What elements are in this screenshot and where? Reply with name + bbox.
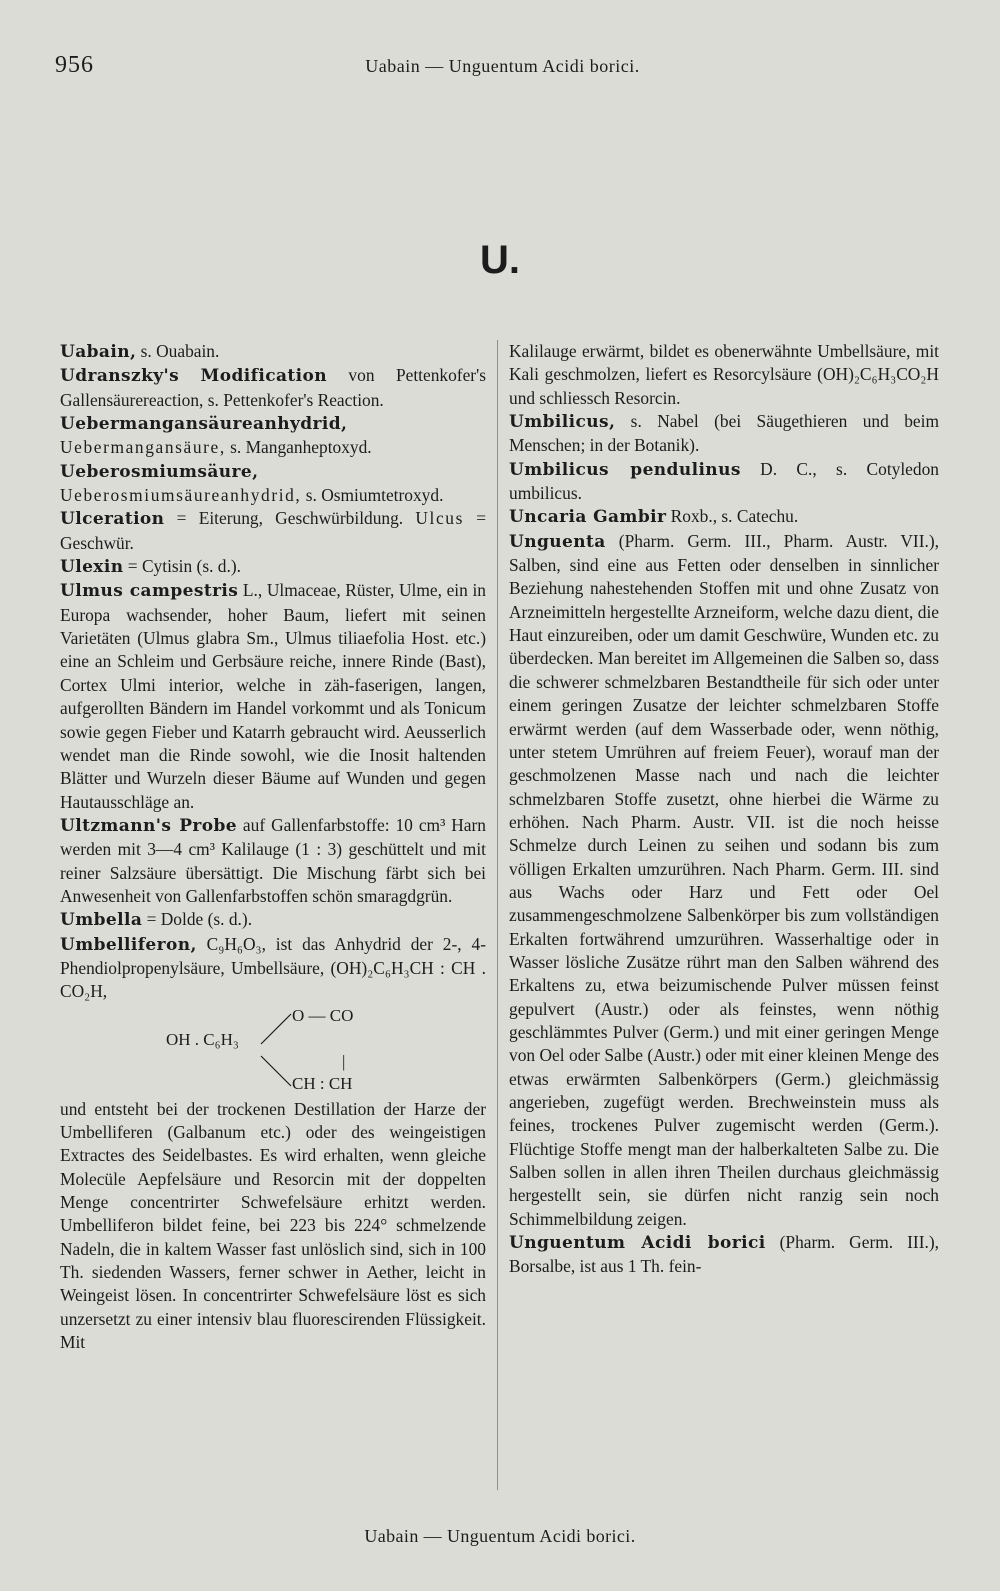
headword: Unguenta — [509, 531, 606, 552]
entry-umbilicus — [509, 410, 939, 458]
formula-middle: OH . C₆H₃ — [166, 1029, 239, 1049]
entry-umbelliferon-continued: und entsteht bei der trockenen Destillation der Harze der Umbelliferen (Galbanum etc.) oder des weingeistigen Extractes des Seidelbastes. Es wird erhalten, wenn gleiche Molecüle Aepfelsäure und Resorcin mit der doppelten Menge concentrirter Schwefelsäure erhitzt werden. Umbelliferon bildet feine, bei 223 bis 224° schmelzende Nadeln, die in kaltem Wasser fast unlöslich sind, sich in 100 Th. siedenden Wassers, ferner schwer in Aether, leicht in Weingeist lösen. In concentrirter Schwefelsäure löst es sich unzersetzt zu einer intensiv blau fluorescirenden Flüssigkeit. Mit — [60, 1098, 486, 1353]
entry-text: (Pharm. Germ. III., Pharm. Austr. VII.), Salben, sind eine aus Fetten oder denselben in sinnlicher Beziehung nahestehenden Stoffen mit und ohne Zusatz von Arzneimitteln hergestellte Arzneiform, welche dazu dient, die Haut einzureiben, oder um damit Geschwüre, Wunden etc. zu überdecken. Man bereitet im Allgemeinen die Salben so, dass die schwerer schmelzbaren Bestandtheile für sich oder unter einem geringen Zusatze der leichter schmelzbaren Stoffe erwärmt werden (auf dem Wasserbade oder, wenn nöthig, unter stetem Umrühren auf freiem Feuer), worauf man der geschmolzenen Masse nach und nach die leichter schmelzbaren Stoffe zusetzt, ohne hierbei die Wärme zu erhöhen. Nach Pharm. Austr. VII. ist die noch heisse Schmelze durch Leinen zu seihen und sodann bis zum völligen Erkalten umzurühren. Nach Pharm. Germ. III. sind aus Wachs oder Harz und Fett oder Oel zusammengeschmolzene Salbenkörper bis zum vollständigen Erkalten fortwährend umzurühren. Wasserhaltige oder in Wasser lösliche Zusätze rührt man den Salben während des Erkaltens zu, etwa beizumischende Pulver müssen feinst gepulvert (Austr.) oder als feinstes, wenn nöthig geschlämmtes Pulver (Germ.) und mit einer geringen Menge von Oel oder Salbe (Austr.) oder mit einer kleinen Menge des etwas erwärmten Salbenkörpers (Germ.) gleichmässig angerieben, zugefügt werden. Brechweinstein muss als feines, trockenes Pulver zugemischt werden (Germ.). Flüchtige Stoffe mengt man der halberkalteten Salbe zu. Die Salben sollen in allen ihren Theilen durchaus gleichmässig hergestellt sein, sie dürfen nicht ranzig sein noch Schimmelbildung zeigen. — [509, 530, 939, 1229]
entry-unguentum-acidi-borici — [509, 1231, 939, 1279]
page-number: 956 — [55, 52, 94, 78]
headword: Ueberosmiumsäure, — [60, 461, 259, 482]
entry-text: s. Manganheptoxyd. — [225, 437, 372, 458]
right-column — [509, 340, 939, 1495]
entry-text: s. Nabel (bei Säugethieren und beim Menschen; in der Botanik). — [509, 411, 939, 456]
left-column — [60, 340, 486, 1495]
entry-text: = Geschwür. — [60, 508, 487, 553]
entry-unguenta — [509, 530, 939, 1231]
entry-text: C₉H₆O₃, ist das Anhydrid der 2-, 4-Phendiolpropenylsäure, Umbellsäure, (OH)₂C₆H₃CH : CH . CO₂H, — [60, 933, 486, 1002]
text-columns — [60, 340, 950, 1495]
headword: Umbilicus, — [509, 412, 616, 433]
headword: Udranszky's — [60, 366, 180, 387]
entry-text: s. Osmiumtetroxyd. — [301, 485, 444, 506]
headword: Umbella — [60, 910, 143, 931]
entry-text: s. Ouabain. — [136, 341, 220, 361]
entry-ulmus — [60, 579, 486, 813]
entry-text: von Pettenkofer's Gallensäurereaction, s. Pettenkofer's Reaction. — [60, 365, 486, 410]
formula-bond-lines — [255, 1012, 295, 1092]
entry-uabain — [60, 340, 486, 364]
entry-text: L., Ulmaceae, Rüster, Ulme, ein in Europa wachsender, hoher Baum, liefert mit seinen Varietäten (Ulmus glabra Sm., Ulmus tiliaefolia Host. etc.) eine an Schleim und Gerbsäure reiche, innere Rinde (Bast), Cortex Ulmi interior, welche in zäh-faserigen, langen, aufgerollten Bändern im Handel vorkommt und als Tonicum sowie gegen Fieber und Katarrh gebraucht wird. Aeusserlich wendet man die Rinde sowohl, wie die Inosit haltenden Blätter und Wurzeln dieser Bäume auf Wunden und gegen Hautausschläge an. — [60, 580, 486, 812]
headword: Umbilicus pendulinus — [509, 459, 741, 480]
entry-text: = Eiterung, Geschwürbildung. — [164, 508, 416, 529]
headword: Ulceration — [60, 509, 165, 530]
entry-text: auf Gallenfarbstoffe: 10 cm³ Harn werden mit 3—4 cm³ Kalilauge (1 : 3) geschüttelt und mit reiner Salzsäure übersättigt. Die Mischung färbt sich bei Anwesenheit von Gallenfarbstoffen schön smaragdgrün. — [60, 814, 486, 906]
headword: Ulexin — [60, 557, 124, 578]
spaced-term: Ulcus — [415, 508, 464, 529]
entry-uebermangansaeureanhydrid — [60, 412, 486, 460]
entry-umbella — [60, 908, 486, 932]
entry-umbelliferon — [60, 933, 486, 1004]
formula-bond: | — [342, 1051, 346, 1071]
page-footer: Uabain — Unguentum Acidi borici. — [364, 1526, 636, 1546]
headword: Ultzmann's Probe — [60, 815, 237, 836]
entry-text: D. C., s. Cotyledon umbilicus. — [509, 458, 939, 504]
column-divider — [497, 340, 498, 1490]
entry-ulexin — [60, 555, 486, 579]
entry-text: (Pharm. Germ. III.), Borsalbe, ist aus 1 Th. fein- — [509, 1232, 939, 1277]
entry-uncaria — [509, 505, 939, 529]
entry-ulceration — [60, 507, 486, 555]
formula-top: O — CO — [292, 1005, 354, 1025]
headword: Ulmus campestris — [60, 581, 239, 602]
structural-formula — [60, 1004, 486, 1098]
spaced-term: Ueberosmiumsäureanhydrid, — [60, 485, 302, 506]
entry-text: = Dolde (s. d.). — [142, 909, 253, 930]
entry-udranszky — [60, 364, 486, 412]
spaced-term: Uebermangansäure, — [60, 437, 226, 458]
entry-text: Roxb., s. Catechu. — [666, 506, 799, 527]
headword: Modification — [200, 366, 327, 387]
page-header — [55, 52, 950, 84]
headword: Unguentum Acidi borici — [509, 1233, 766, 1254]
entry-continued-text: Kalilauge erwärmt, bildet es obenerwähnte Umbellsäure, mit Kali geschmolzen, liefert es Resorcylsäure (OH)₂C₆H₃CO₂H und schliessch Resorcin. — [509, 341, 939, 408]
entry-umbilicus-pendulinus — [509, 458, 939, 506]
section-letter: U. — [480, 238, 520, 282]
headword: Uabain, — [60, 342, 137, 362]
running-head: Uabain — Unguentum Acidi borici. — [365, 56, 640, 76]
entry-ultzmann — [60, 814, 486, 908]
headword: Uncaria Gambir — [509, 507, 667, 528]
headword: Umbelliferon, — [60, 934, 197, 955]
entry-ueberosmiumsaeure — [60, 460, 486, 508]
formula-bottom: CH : CH — [292, 1073, 353, 1093]
headword: Uebermangansäureanhydrid, — [60, 414, 348, 435]
entry-text: = Cytisin (s. d.). — [123, 556, 241, 577]
